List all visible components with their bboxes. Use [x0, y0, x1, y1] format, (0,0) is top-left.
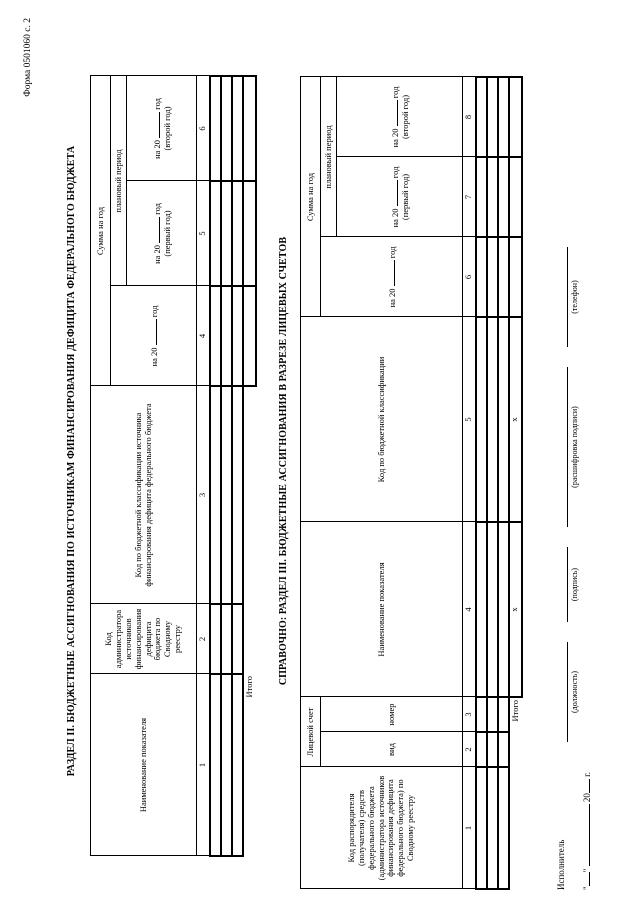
section3-table — [300, 76, 523, 890]
executor-label: Исполнитель — [556, 839, 566, 890]
s3-colnum-4: 4 — [463, 522, 476, 697]
s2-total-row — [243, 76, 256, 856]
phone-line — [566, 247, 568, 347]
s2-header-first-year: на 20 год (первый год) — [127, 181, 197, 286]
position-line — [566, 642, 568, 742]
s3-colnum-3: 3 — [463, 697, 476, 732]
table-row — [498, 77, 509, 889]
s3-total-bk-x: x — [509, 317, 522, 522]
s3-header-sum: Сумма на год — [301, 77, 321, 317]
s2-header-current-year: на 20 год — [111, 286, 197, 386]
s3-header-bk-code: Код по бюджетной классификации — [301, 317, 463, 522]
s2-colnum-4: 4 — [197, 286, 210, 386]
s3-colnum-2: 2 — [463, 732, 476, 767]
s3-header-plan-period: плановый период — [321, 77, 337, 237]
decoding-caption: (расшифровка подписи) — [570, 406, 579, 488]
s3-header-name: Наименование показателя — [301, 522, 463, 697]
decoding-line — [566, 367, 568, 527]
section2-table — [90, 75, 257, 857]
section2-title: РАЗДЕЛ II. БЮДЖЕТНЫЕ АССИГНОВАНИЯ ПО ИСТОЧНИКАМ ФИНАНСИРОВАНИЯ ДЕФИЦИТА ФЕДЕРАЛЬНОГО БЮДЖЕТА — [66, 145, 77, 777]
s3-header-current-year: на 20 год — [321, 237, 463, 317]
date-line: "" 20 г. — [582, 771, 592, 890]
signature-line — [566, 547, 568, 622]
signature-caption: (подпись) — [570, 567, 579, 602]
s3-colnum-1: 1 — [463, 767, 476, 889]
s3-header-number: номер — [321, 697, 463, 732]
section3-title: СПРАВОЧНО: РАЗДЕЛ III. БЮДЖЕТНЫЕ АССИГНОВАНИЯ В РАЗРЕЗЕ ЛИЦЕВЫХ СЧЕТОВ — [278, 236, 289, 686]
s3-total-label: Итого — [509, 699, 520, 722]
position-caption: (должность) — [570, 671, 579, 713]
s3-header-account: Лицевой счет — [301, 697, 321, 767]
table-row — [476, 77, 487, 889]
form-code: Форма 0501060 с. 2 — [23, 18, 33, 97]
s3-colnum-5: 5 — [463, 317, 476, 522]
s3-header-recipient-code: Код распорядителя (получателя) средств федерального бюджета (администратора источников финансирования дефицита федерального бюджета) по Сводному реестру — [301, 767, 463, 889]
table-row — [487, 77, 498, 889]
s3-total-row — [509, 77, 522, 889]
s2-header-plan-period: плановый период — [111, 76, 127, 286]
s3-header-first-year: на 20 год (первый год) — [337, 157, 463, 237]
s2-colnum-6: 6 — [197, 76, 210, 181]
table-row — [221, 76, 232, 856]
s3-total-name-x: x — [509, 522, 522, 697]
s3-header-second-year: на 20 год (второй год) — [337, 77, 463, 157]
s2-total-label: Итого — [243, 676, 254, 698]
s2-header-admin-code: Код администратора источников финансирования дефицита бюджета по Сводному реестру — [91, 604, 197, 674]
s3-colnum-8: 8 — [463, 77, 476, 157]
s2-colnum-2: 2 — [197, 604, 210, 674]
s2-header-sum: Сумма на год — [91, 76, 111, 386]
s2-colnum-5: 5 — [197, 181, 210, 286]
s3-colnum-6: 6 — [463, 237, 476, 317]
s3-colnum-7: 7 — [463, 157, 476, 237]
phone-caption: (телефон) — [570, 280, 579, 314]
s2-colnum-1: 1 — [197, 674, 210, 856]
s2-colnum-3: 3 — [197, 386, 210, 604]
table-row — [232, 76, 243, 856]
table-row — [210, 76, 221, 856]
s2-header-second-year: на 20 год (второй год) — [127, 76, 197, 181]
s3-header-type: вид — [321, 732, 463, 767]
s2-header-bk-code: Код по бюджетной классификации источника финансирования дефицита федерального бюджета — [91, 386, 197, 604]
s2-header-name: Наименование показателя — [91, 674, 197, 856]
